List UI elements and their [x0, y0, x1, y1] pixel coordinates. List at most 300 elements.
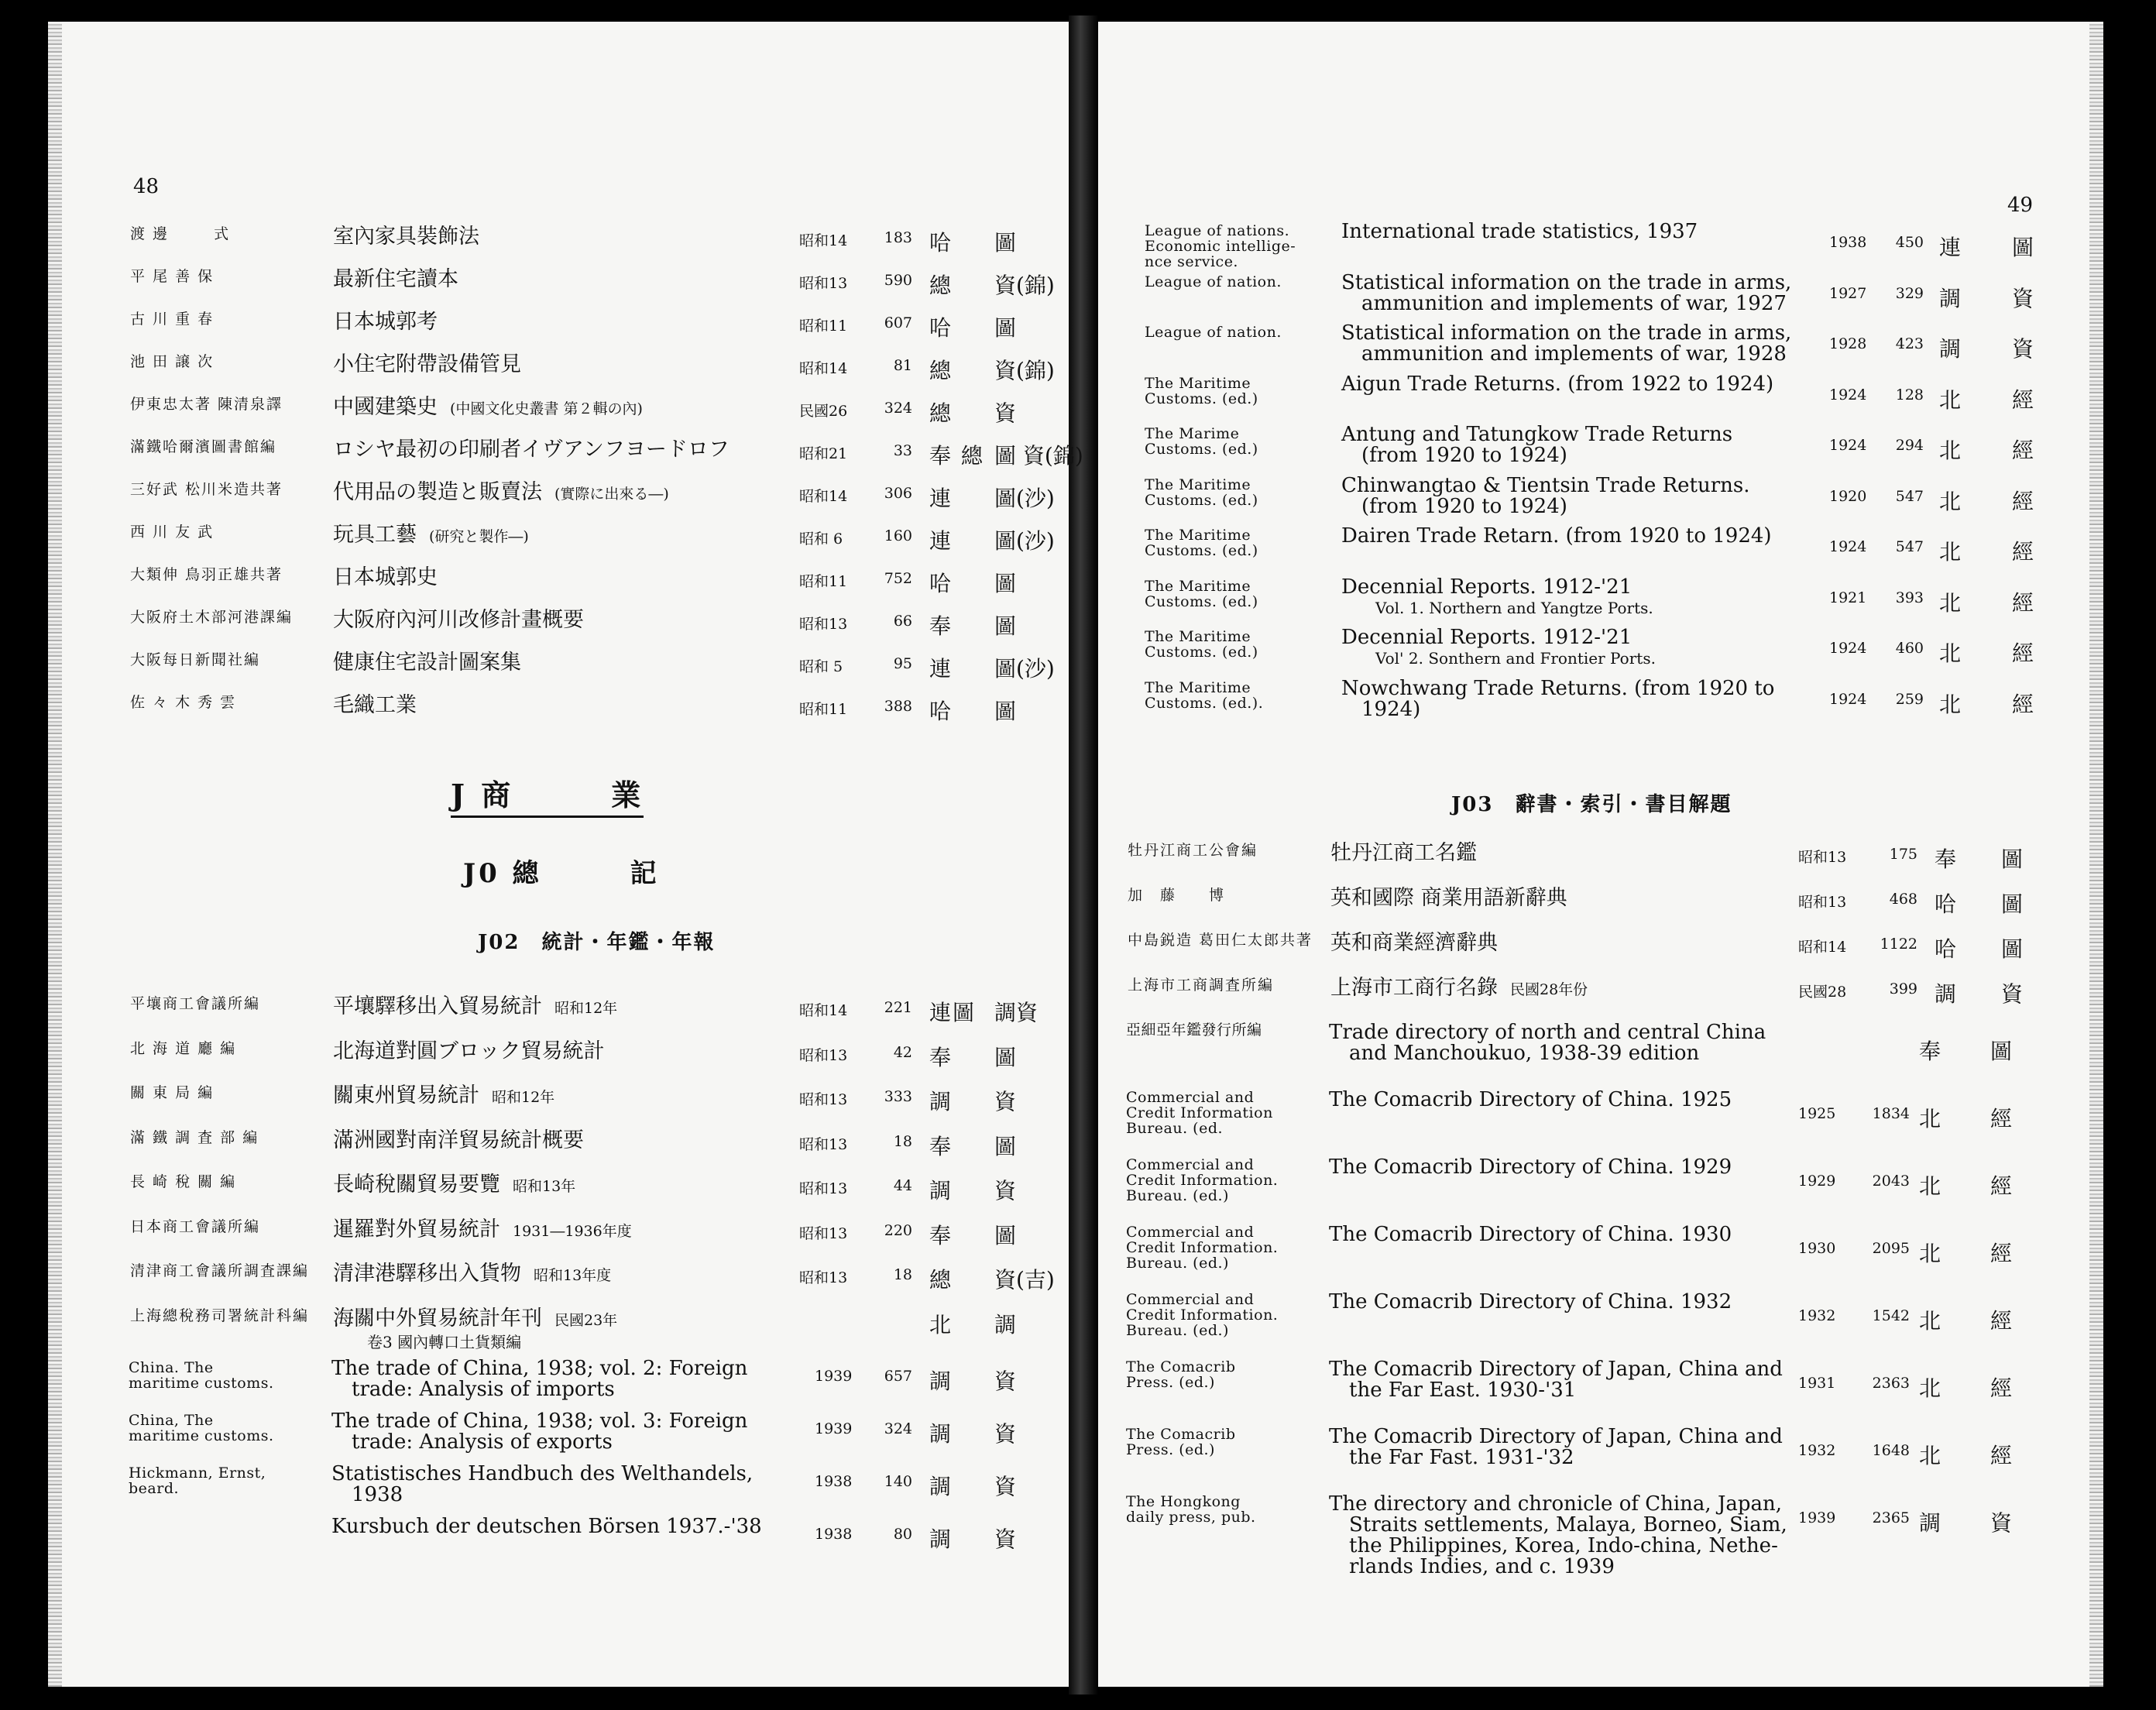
entry-location: 經: [2012, 691, 2034, 717]
entry-pages: 44: [893, 1177, 912, 1194]
entry-title: Kursbuch der deutschen Börsen 1937.-'38: [331, 1515, 762, 1538]
entry-note: 昭和12年: [554, 1000, 618, 1017]
entry-year: 昭和14: [799, 488, 848, 505]
entry-location: 資: [2001, 981, 2024, 1007]
entry-year: 1938: [1829, 234, 1867, 251]
entry-author: The Comacrib Press. (ed.): [1126, 1426, 1236, 1458]
page-number: 49: [2007, 194, 2034, 217]
entry-title: 玩具工藝 (研究と製作―): [333, 523, 529, 547]
entry-location: 資: [994, 1178, 1017, 1204]
left-page: [48, 22, 1083, 1687]
catalog-entry: [1098, 526, 2103, 565]
entry-title: 暹羅對外貿易統計 1931―1936年度: [333, 1217, 632, 1241]
entry-author: 加 藤 博: [1128, 887, 1226, 904]
entry-pages: 183: [884, 229, 912, 246]
entry-note: 昭和12年: [492, 1089, 555, 1106]
entry-location: 調: [994, 1311, 1017, 1337]
entry-author: 古 川 重 春: [130, 311, 215, 328]
entry-pages: 33: [893, 442, 912, 459]
entry-title: 長崎稅關貿易要覽 昭和13年: [333, 1173, 576, 1197]
entry-note: (中國文化史叢書 第２輯の內): [450, 400, 643, 417]
entry-pages: 220: [884, 1221, 912, 1239]
entry-author: 滿鐵哈爾濱圖書館編: [130, 438, 277, 455]
catalog-entry: [48, 1263, 1069, 1302]
entry-pages: 294: [1895, 437, 1924, 454]
entry-author: China. The maritime customs.: [129, 1359, 274, 1392]
entry-pages: 2095: [1872, 1240, 1910, 1257]
entry-title: Statistical information on the trade in arms, ammunition and implements of war, 1928: [1341, 321, 1792, 366]
catalog-entry: [1098, 932, 2103, 971]
entry-location: 經: [2012, 640, 2034, 666]
entry-title: 清津港驛移出入貨物 昭和13年度: [333, 1262, 612, 1286]
entry-library: 奉: [929, 1222, 953, 1248]
section-heading-j: J 商 業: [451, 771, 644, 818]
entry-title: 日本城郭史: [333, 565, 438, 589]
entry-location: 經: [1990, 1173, 2013, 1199]
catalog-entry: [1098, 843, 2103, 881]
entry-pages: 324: [884, 400, 912, 417]
entry-author: The Maritime Customs. (ed.): [1145, 476, 1258, 509]
entry-title: Antung and Tatungkow Trade Returns (from 1920 to 1924): [1341, 423, 1733, 467]
entry-year: 1930: [1798, 1240, 1836, 1257]
section-heading-j02: J02 統計・年鑑・年報: [478, 931, 716, 954]
entry-library: 連: [929, 528, 953, 554]
entry-library: 調: [1919, 1510, 1943, 1536]
entry-library: 哈: [929, 230, 953, 256]
entry-pages: 324: [884, 1420, 912, 1437]
entry-location: 圖: [994, 1044, 1017, 1070]
entry-library: 北: [1919, 1308, 1943, 1334]
entry-title: 毛織工業: [333, 693, 417, 717]
entry-title: 北海道對圓ブロック貿易統計: [333, 1039, 605, 1063]
entry-year: 1939: [1798, 1509, 1836, 1526]
entry-library: 北: [1939, 438, 1963, 463]
entry-library: 調: [1939, 285, 1963, 311]
entry-subtitle: Vol. 1. Northern and Yangtze Ports.: [1375, 598, 1653, 617]
entry-location: 經: [2012, 386, 2034, 413]
entry-library: 哈: [929, 315, 953, 341]
entry-title: Dairen Trade Retarn. (from 1920 to 1924): [1341, 524, 1772, 548]
entry-location: 資(錦): [994, 273, 1055, 298]
entry-title: Statistical information on the trade in arms, ammunition and implements of war, 1927: [1341, 270, 1792, 315]
entry-pages: 140: [884, 1473, 912, 1490]
entry-title: The directory and chronicle of China, Japan, Straits settlements, Malaya, Borneo, Siam, the Philippines, Korea, Indo-china, Nethe- rlands Indies, and c. 1939: [1329, 1492, 1787, 1578]
entry-year: 昭和13: [799, 1224, 848, 1242]
entry-year: 昭和13: [1798, 849, 1847, 866]
entry-title: Trade directory of north and central China and Manchoukuo, 1938-39 edition: [1329, 1021, 1766, 1065]
entry-author: 佐 々 木 秀 雲: [130, 694, 237, 711]
entry-location: 經: [1990, 1241, 2013, 1266]
entry-author: Commercial and Credit Information Bureau. (ed.: [1126, 1089, 1273, 1137]
entry-pages: 2365: [1872, 1509, 1910, 1526]
right-page: [1098, 22, 2103, 1687]
entry-year: 昭和 6: [799, 531, 843, 548]
entry-year: 1924: [1829, 437, 1867, 454]
entry-library: 調: [1935, 981, 1959, 1007]
entry-pages: 1648: [1872, 1442, 1910, 1459]
entry-library: 連: [929, 656, 953, 682]
entry-location: 經: [2012, 438, 2034, 463]
entry-author: 日本商工會議所編: [130, 1217, 261, 1235]
entry-title: The Comacrib Directory of Japan, China and the Far East. 1930-'31: [1329, 1358, 1783, 1402]
entry-library: 北: [1939, 589, 1963, 616]
entry-note: (實際に出來る―): [554, 486, 669, 503]
entry-library: 調: [929, 1421, 953, 1447]
entry-title: 健康住宅設計圖案集: [333, 651, 521, 675]
entry-library: 調: [929, 1178, 953, 1204]
entry-author: 長 崎 稅 關 編: [130, 1173, 237, 1190]
entry-location: 圖: [2001, 891, 2024, 917]
entry-location: 資: [994, 1368, 1017, 1394]
catalog-entry: [48, 269, 1069, 307]
entry-year: 昭和 5: [799, 658, 843, 675]
entry-library: 調: [929, 1474, 953, 1499]
entry-author: 亞細亞年鑑發行所編: [1126, 1022, 1262, 1039]
entry-location: 圖: [994, 315, 1017, 341]
entry-author: 三好武 松川米造共著: [130, 481, 283, 498]
entry-year: 1924: [1829, 690, 1867, 708]
entry-location: 資: [994, 1421, 1017, 1447]
entry-location: 圖: [994, 1222, 1017, 1248]
entry-year: 1939: [815, 1368, 853, 1385]
entry-author: The Marime Customs. (ed.): [1145, 425, 1258, 458]
entry-location: 經: [1990, 1308, 2013, 1334]
entry-pages: 657: [884, 1368, 912, 1385]
catalog-entry: [1098, 676, 2103, 721]
entry-pages: 333: [884, 1088, 912, 1105]
entry-year: 民國26: [799, 403, 848, 420]
entry-pages: 1122: [1880, 936, 1917, 953]
entry-author: 中島鋭造 葛田仁太郎共著: [1128, 932, 1313, 949]
entry-author: 牡丹江商工公會編: [1128, 842, 1258, 859]
entry-library: 奉: [929, 1044, 953, 1070]
entry-author: Commercial and Credit Information. Bureau. (ed.): [1126, 1291, 1279, 1339]
entry-author: 西 川 友 武: [130, 524, 215, 541]
entry-location: 圖: [994, 613, 1017, 639]
entry-library: 奉: [929, 1133, 953, 1159]
entry-note: (研究と製作―): [429, 528, 529, 545]
entry-year: 1924: [1829, 640, 1867, 657]
entry-author: 平壤商工會議所編: [130, 995, 261, 1012]
catalog-entry: [1098, 1492, 2103, 1578]
catalog-entry: [48, 1516, 1069, 1555]
entry-title: Chinwangtao & Tientsin Trade Returns. (from 1920 to 1924): [1341, 473, 1750, 518]
entry-year: 1924: [1829, 538, 1867, 555]
entry-library: 北: [1919, 1443, 1943, 1468]
entry-library: 北: [1919, 1173, 1943, 1199]
entry-pages: 1542: [1872, 1307, 1910, 1324]
catalog-entry: [1098, 1358, 2103, 1402]
entry-title: 代用品の製造と販賣法 (實際に出來る―): [333, 480, 669, 504]
entry-pages: 468: [1889, 891, 1917, 908]
catalog-entry: [48, 1130, 1069, 1169]
entry-location: 圖(沙): [994, 486, 1055, 511]
entry-pages: 42: [893, 1043, 912, 1061]
entry-title: 室內家具裝飾法: [333, 225, 479, 249]
catalog-entry: [1098, 473, 2103, 518]
entry-author: 清津商工會議所調査課編: [130, 1262, 310, 1279]
entry-author: Commercial and Credit Information. Bureau. (ed.): [1126, 1224, 1279, 1272]
catalog-entry: [48, 695, 1069, 733]
entry-pages: 547: [1895, 487, 1924, 505]
catalog-entry: [1098, 1223, 2103, 1272]
entry-pages: 306: [884, 485, 912, 502]
entry-year: 1924: [1829, 386, 1867, 403]
entry-year: 昭和13: [799, 275, 848, 292]
entry-library: 北: [1919, 1106, 1943, 1131]
entry-location: 資: [994, 1474, 1017, 1499]
entry-pages: 329: [1895, 284, 1924, 302]
entry-library: 哈: [929, 571, 953, 596]
entry-title: 平壤驛移出入貿易統計 昭和12年: [333, 994, 618, 1018]
entry-year: 1929: [1798, 1173, 1836, 1190]
entry-location: 資: [994, 1089, 1017, 1114]
entry-location: 調資: [994, 1000, 1039, 1025]
entry-title: Nowchwang Trade Returns. (from 1920 to 1924): [1341, 676, 1775, 721]
entry-pages: 752: [884, 570, 912, 587]
entry-author: 大阪府土木部河港課編: [130, 609, 294, 626]
entry-location: 經: [2012, 488, 2034, 514]
entry-year: 昭和14: [1798, 939, 1847, 956]
entry-title: The trade of China, 1938; vol. 2: Foreign trade: Analysis of imports: [331, 1357, 748, 1401]
entry-note: 1931―1936年度: [513, 1222, 632, 1240]
entry-location: 經: [1990, 1106, 2013, 1131]
catalog-entry: [48, 1085, 1069, 1124]
entry-author: The Maritime Customs. (ed.).: [1145, 678, 1264, 712]
entry-title: The Comacrib Directory of China. 1929: [1329, 1155, 1732, 1179]
entry-year: 1932: [1798, 1442, 1836, 1459]
entry-author: The Maritime Customs. (ed.): [1145, 374, 1258, 407]
entry-title: Statistisches Handbuch des Welthandels, 1938: [331, 1462, 754, 1506]
entry-location: 圖: [994, 230, 1017, 256]
catalog-entry: [1098, 423, 2103, 467]
entry-location: 資: [994, 400, 1017, 426]
entry-title: 英和商業經濟辭典: [1330, 931, 1498, 955]
entry-title: International trade statistics, 1937: [1341, 220, 1698, 243]
catalog-entry: [48, 226, 1069, 265]
entry-location: 資: [2012, 336, 2034, 362]
catalog-entry: [1098, 374, 2103, 413]
entry-note: 昭和13年: [513, 1178, 576, 1195]
entry-author: League of nation.: [1145, 324, 1282, 341]
entry-pages: 66: [893, 613, 912, 630]
entry-year: 昭和14: [799, 1002, 848, 1019]
entry-year: 1939: [815, 1420, 853, 1437]
catalog-entry: [48, 567, 1069, 606]
catalog-entry: [48, 652, 1069, 691]
entry-author: 渡 邊 式: [130, 225, 231, 242]
entry-pages: 590: [884, 272, 912, 289]
entry-location: 資(吉): [994, 1267, 1055, 1293]
entry-pages: 175: [1889, 846, 1917, 863]
entry-year: 民國28: [1798, 984, 1847, 1001]
entry-location: 資: [1990, 1510, 2013, 1536]
entry-year: 昭和13: [799, 1180, 848, 1197]
catalog-entry: [48, 1174, 1069, 1213]
entry-year: 1931: [1798, 1375, 1836, 1392]
entry-location: 資: [2012, 285, 2034, 311]
entry-pages: 2363: [1872, 1375, 1910, 1392]
entry-pages: 95: [893, 655, 912, 672]
entry-library: 總: [929, 358, 953, 383]
entry-library: 北: [1939, 539, 1963, 565]
entry-year: 昭和14: [799, 232, 848, 249]
entry-title: The Comacrib Directory of China. 1930: [1329, 1223, 1732, 1246]
entry-author: China, The maritime customs.: [129, 1412, 274, 1444]
entry-year: 昭和13: [799, 1269, 848, 1286]
catalog-entry: [1098, 888, 2103, 926]
entry-author: The Maritime Customs. (ed.): [1145, 577, 1258, 610]
entry-location: 圖: [2001, 846, 2024, 872]
entry-author: League of nation.: [1145, 273, 1282, 290]
entry-library: 奉: [929, 613, 953, 639]
entry-pages: 450: [1895, 234, 1924, 251]
entry-year: 1932: [1798, 1307, 1836, 1324]
entry-author: 上海總稅務司署統計科編: [130, 1307, 310, 1324]
entry-pages: 81: [893, 357, 912, 374]
entry-year: 昭和13: [799, 616, 848, 633]
entry-title: 牡丹江商工名鑑: [1330, 841, 1477, 865]
entry-pages: 1834: [1872, 1105, 1910, 1122]
entry-year: 1927: [1829, 284, 1867, 302]
entry-pages: 460: [1895, 640, 1924, 657]
entry-title: The trade of China, 1938; vol. 3: Foreign trade: Analysis of exports: [331, 1410, 748, 1454]
entry-location: 經: [1990, 1443, 2013, 1468]
entry-library: 奉: [1935, 846, 1959, 872]
entry-author: The Maritime Customs. (ed.): [1145, 527, 1258, 559]
entry-author: The Maritime Customs. (ed.): [1145, 628, 1258, 661]
entry-library: 連: [1939, 235, 1963, 260]
entry-library: 總: [929, 400, 953, 426]
catalog-entry: [48, 354, 1069, 393]
entry-author: 關 東 局 編: [130, 1084, 215, 1101]
entry-title: ロシヤ最初の印刷者イヴアンフヨードロフ: [333, 438, 730, 462]
entry-library: 調: [929, 1526, 953, 1552]
entry-note: 民國23年: [554, 1311, 618, 1329]
entry-library: 調: [929, 1089, 953, 1114]
entry-pages: 18: [893, 1132, 912, 1150]
page-number: 48: [133, 175, 160, 198]
catalog-entry: [48, 1219, 1069, 1258]
catalog-entry: [48, 482, 1069, 520]
entry-pages: 2043: [1872, 1173, 1910, 1190]
entry-library: 北: [1939, 640, 1963, 666]
entry-title: 日本城郭考: [333, 310, 438, 334]
entry-title: 小住宅附帶設備管見: [333, 352, 521, 376]
entry-pages: 607: [884, 314, 912, 331]
entry-library: 哈: [1935, 891, 1959, 917]
catalog-entry: [48, 996, 1069, 1035]
entry-year: 1925: [1798, 1105, 1836, 1122]
entry-library: 北: [1939, 691, 1963, 717]
entry-library: 連圖: [929, 1000, 977, 1025]
entry-author: 上海市工商調査所編: [1128, 977, 1275, 994]
catalog-entry: [1098, 1425, 2103, 1469]
entry-location: 圖(沙): [994, 656, 1055, 682]
entry-year: 昭和13: [1798, 894, 1847, 911]
catalog-entry: [48, 1462, 1069, 1506]
entry-year: 1928: [1829, 335, 1867, 352]
entry-location: 圖(沙): [994, 528, 1055, 554]
entry-pages: 160: [884, 527, 912, 544]
entry-title: Decennial Reports. 1912-'21 Vol' 2. Sonthern and Frontier Ports.: [1341, 626, 1656, 668]
catalog-entry: [1098, 1088, 2103, 1137]
entry-library: 北: [1919, 1241, 1943, 1266]
entry-author: The Comacrib Press. (ed.): [1126, 1358, 1236, 1391]
entry-pages: 221: [884, 999, 912, 1016]
catalog-entry: [1098, 270, 2103, 315]
entry-pages: 128: [1895, 386, 1924, 403]
entry-location: 圖: [994, 571, 1017, 596]
entry-pages: 393: [1895, 589, 1924, 606]
catalog-entry: [1098, 977, 2103, 1016]
entry-library: 總: [929, 273, 953, 298]
entry-year: 昭和21: [799, 445, 848, 462]
entry-year: 1938: [815, 1473, 853, 1490]
catalog-entry: [48, 311, 1069, 350]
entry-year: 1920: [1829, 487, 1867, 505]
entry-year: 1938: [815, 1526, 853, 1543]
entry-author: The Hongkong daily press, pub.: [1126, 1493, 1256, 1526]
catalog-entry: [48, 438, 1083, 478]
entry-pages: 18: [893, 1266, 912, 1283]
entry-library: 總: [929, 1267, 953, 1293]
catalog-entry: [48, 1041, 1069, 1080]
entry-library: 連: [929, 486, 953, 511]
catalog-entry: [1098, 220, 2103, 270]
entry-library: 哈: [929, 699, 953, 724]
entry-author: 大阪每日新聞社編: [130, 651, 261, 668]
entry-location: 圖: [994, 699, 1017, 724]
catalog-entry: [1098, 627, 2103, 666]
entry-subtitle: Vol' 2. Sonthern and Frontier Ports.: [1375, 649, 1656, 668]
entry-library: 哈: [1935, 936, 1959, 962]
entry-title: 最新住宅讀本: [333, 267, 458, 291]
entry-year: 昭和11: [799, 318, 848, 335]
entry-library: 調: [929, 1368, 953, 1394]
entry-title: Decennial Reports. 1912-'21 Vol. 1. Northern and Yangtze Ports.: [1341, 575, 1653, 617]
catalog-entry: [48, 524, 1069, 563]
entry-author: 池 田 譲 次: [130, 353, 215, 370]
entry-library: 奉: [1919, 1039, 1943, 1064]
entry-author: 北 海 道 廳 編: [130, 1039, 237, 1057]
entry-author: 伊東忠太著 陳清泉譯: [130, 396, 283, 413]
catalog-entry: [1098, 1290, 2103, 1339]
entry-subtitle: 卷3 國內轉口土貨類編: [367, 1332, 522, 1351]
entry-library: 北: [929, 1311, 953, 1337]
entry-location: 經: [2012, 589, 2034, 616]
entry-library: 調: [1939, 336, 1963, 362]
catalog-entry: [1098, 321, 2103, 366]
entry-pages: 259: [1895, 690, 1924, 708]
entry-title: 滿洲國對南洋貿易統計概要: [333, 1128, 584, 1152]
entry-title: Aigun Trade Returns. (from 1922 to 1924): [1341, 372, 1774, 396]
entry-year: 昭和14: [799, 360, 848, 377]
entry-year: 1921: [1829, 589, 1867, 606]
entry-author: 大類伸 鳥羽正雄共著: [130, 566, 283, 583]
catalog-entry: [1098, 577, 2103, 616]
entry-author: League of nations. Economic intellige- nce service.: [1145, 222, 1296, 270]
entry-pages: 388: [884, 698, 912, 715]
section-heading-j0: J0 總 記: [463, 858, 660, 889]
entry-pages: 399: [1889, 980, 1917, 998]
entry-library: 北: [1939, 386, 1963, 413]
entry-year: 昭和13: [799, 1091, 848, 1108]
catalog-entry: [48, 609, 1069, 648]
entry-year: 昭和11: [799, 573, 848, 590]
entry-pages: 423: [1895, 335, 1924, 352]
entry-location: 圖: [2001, 936, 2024, 962]
